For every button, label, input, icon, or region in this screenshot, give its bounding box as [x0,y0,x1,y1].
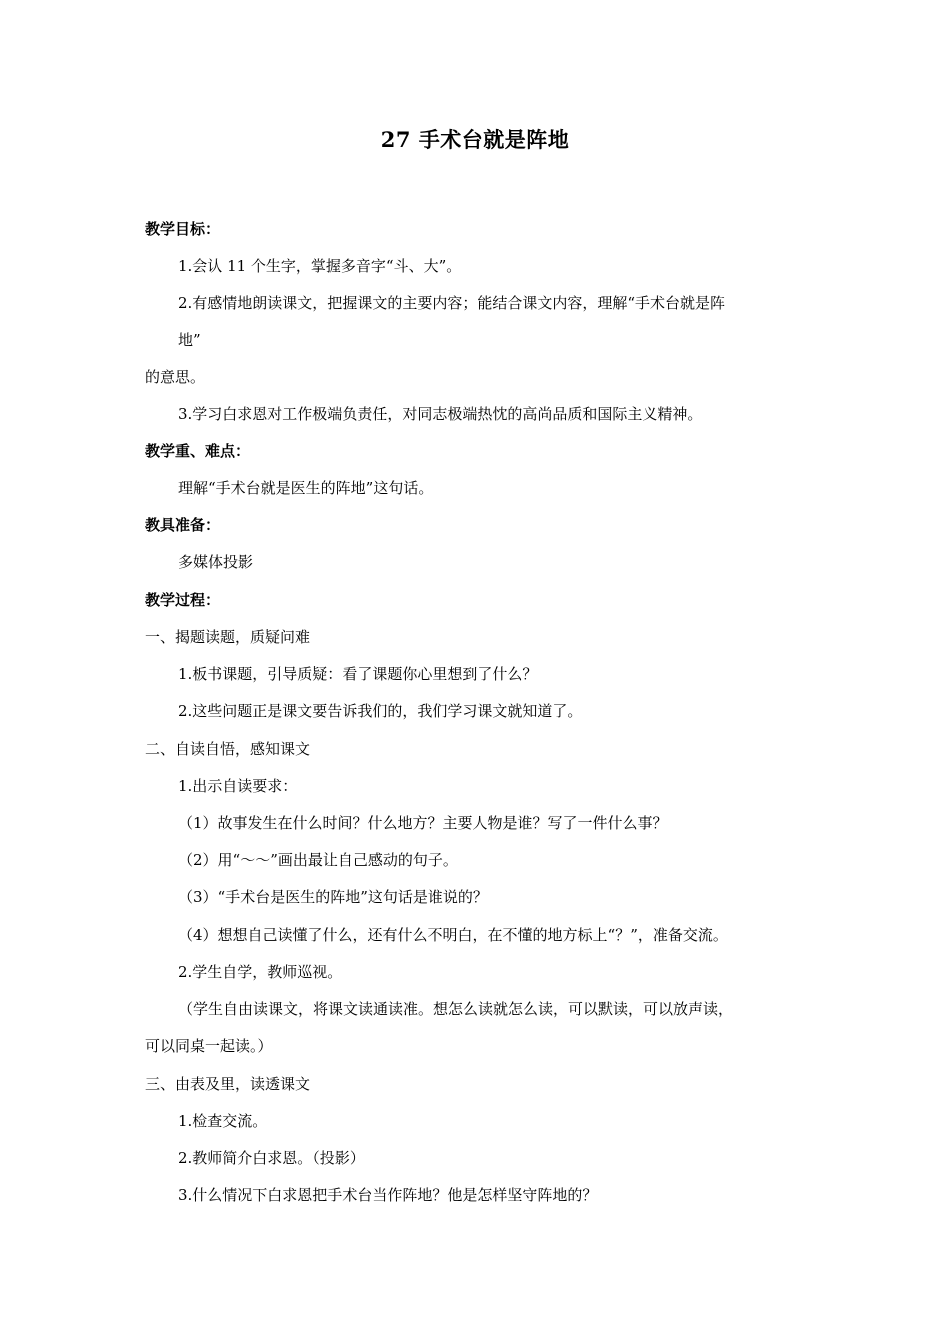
document-title: 27 手术台就是阵地 [380,127,570,152]
part-3-heading: 三、由表及里，读透课文 [145,1075,311,1093]
part-1-heading: 一、揭题读题，质疑问难 [145,628,311,646]
goals-heading: 教学目标： [145,220,221,238]
part-2-item-2: 2.学生自学，教师巡视。 [178,963,343,981]
goal-item-3: 3.学习白求恩对工作极端负责任，对同志极端热忱的高尚品质和国际主义精神。 [178,405,703,423]
goal-item-2-end: 的意思。 [145,368,206,386]
key-points-text: 理解“手术台就是医生的阵地”这句话。 [178,479,434,497]
part-2-question-1: （1）故事发生在什么时间？什么地方？主要人物是谁？写了一件什么事？ [178,814,668,832]
tools-text: 多媒体投影 [178,553,254,571]
part-2-note-end: 可以同桌一起读。） [145,1037,273,1055]
process-heading: 教学过程： [145,591,221,609]
goal-item-2-continued: 地” [178,331,201,349]
tools-heading: 教具准备： [145,516,221,534]
goal-item-2: 2.有感情地朗读课文，把握课文的主要内容；能结合课文内容，理解“手术台就是阵 [178,294,725,312]
part-3-item-3: 3.什么情况下白求恩把手术台当作阵地？他是怎样坚守阵地的？ [178,1186,598,1204]
part-2-question-4: （4）想想自己读懂了什么，还有什么不明白，在不懂的地方标上“？”，准备交流。 [178,926,728,944]
part-2-question-3: （3）“手术台是医生的阵地”这句话是谁说的？ [178,888,488,906]
part-2-question-2: （2）用“～～”画出最让自己感动的句子。 [178,851,458,869]
part-1-item-2: 2.这些问题正是课文要告诉我们的，我们学习课文就知道了。 [178,702,583,720]
part-2-item-1: 1.出示自读要求： [178,777,298,795]
goal-item-1: 1.会认 11 个生字，掌握多音字“斗、大”。 [178,257,462,275]
part-2-note: （学生自由读课文，将课文读通读准。想怎么读就怎么读，可以默读，可以放声读， [178,1000,734,1018]
part-3-item-1: 1.检查交流。 [178,1112,268,1130]
part-3-item-2: 2.教师简介白求恩。（投影） [178,1149,365,1167]
part-2-heading: 二、自读自悟，感知课文 [145,740,311,758]
key-points-heading: 教学重、难点： [145,442,251,460]
part-1-item-1: 1.板书课题，引导质疑：看了课题你心里想到了什么？ [178,665,538,683]
